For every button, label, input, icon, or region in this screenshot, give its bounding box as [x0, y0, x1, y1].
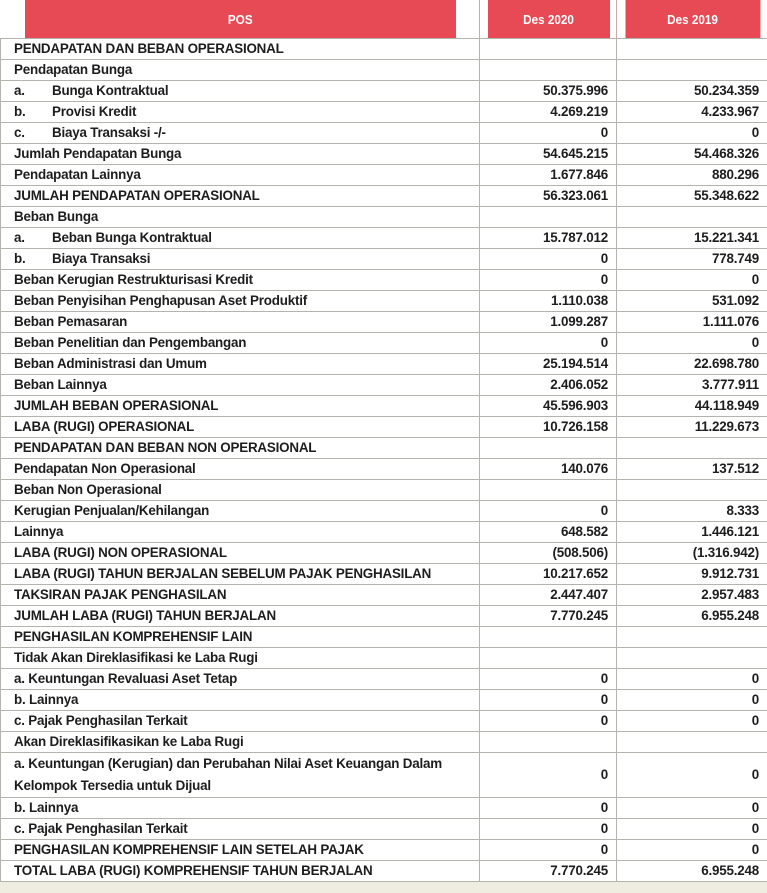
value-des-2019: 2.957.483 — [617, 585, 767, 606]
row-label: Biaya Transaksi — [52, 251, 151, 266]
row-label: b. Lainnya — [14, 692, 79, 707]
value-des-2019: 3.777.911 — [617, 375, 767, 396]
column-header-des-2019-label: Des 2019 — [666, 11, 718, 27]
row-label: TOTAL LABA (RUGI) KOMPREHENSIF TAHUN BERJALAN — [14, 863, 373, 878]
page-background-strip — [0, 882, 767, 893]
table-body — [1, 39, 767, 882]
value-des-2020: 1.099.287 — [480, 312, 617, 333]
table-row — [1, 207, 767, 228]
row-label: JUMLAH PENDAPATAN OPERASIONAL — [14, 188, 260, 203]
table-row — [1, 165, 767, 186]
value-des-2019 — [617, 627, 767, 648]
row-label-cell — [1, 165, 480, 186]
value-des-2019: 1.111.076 — [617, 312, 767, 333]
value-des-2019: 531.092 — [617, 291, 767, 312]
table-row — [1, 312, 767, 333]
row-label: TAKSIRAN PAJAK PENGHASILAN — [14, 587, 227, 602]
table-row — [1, 819, 767, 840]
table-row — [1, 501, 767, 522]
row-prefix: c. — [14, 125, 25, 140]
table-row — [1, 648, 767, 669]
value-des-2020: 10.217.652 — [480, 564, 617, 585]
value-des-2019 — [617, 438, 767, 459]
value-des-2019: 44.118.949 — [617, 396, 767, 417]
value-des-2019: 54.468.326 — [617, 144, 767, 165]
table-row — [1, 753, 767, 798]
row-prefix: a. — [14, 230, 25, 245]
row-label: c. Pajak Penghasilan Terkait — [14, 821, 188, 836]
row-label: Beban Bunga — [14, 209, 99, 224]
value-des-2020 — [480, 60, 617, 81]
value-des-2019 — [617, 732, 767, 753]
row-label: a. Keuntungan Revaluasi Aset Tetap — [14, 671, 238, 686]
table-row — [1, 585, 767, 606]
value-des-2020 — [480, 627, 617, 648]
value-des-2019: 0 — [617, 690, 767, 711]
value-des-2020: 0 — [480, 501, 617, 522]
row-label-cell — [1, 522, 480, 543]
row-label: LABA (RUGI) NON OPERASIONAL — [14, 545, 227, 560]
row-label: JUMLAH BEBAN OPERASIONAL — [14, 398, 219, 413]
row-label: Tidak Akan Direklasifikasi ke Laba Rugi — [14, 650, 258, 665]
table-row — [1, 840, 767, 861]
table-row — [1, 81, 767, 102]
value-des-2020: 0 — [480, 669, 617, 690]
row-label-cell — [1, 627, 480, 648]
value-des-2020: 2.406.052 — [480, 375, 617, 396]
row-label-cell — [1, 186, 480, 207]
row-label-cell — [1, 291, 480, 312]
value-des-2019: 0 — [617, 819, 767, 840]
value-des-2020: 25.194.514 — [480, 354, 617, 375]
table-row — [1, 60, 767, 81]
column-header-des-2020 — [486, 0, 609, 39]
value-des-2019: 6.955.248 — [617, 606, 767, 627]
value-des-2019: 880.296 — [617, 165, 767, 186]
row-label-cell — [1, 144, 480, 165]
value-des-2019 — [617, 480, 767, 501]
value-des-2019: 4.233.967 — [617, 102, 767, 123]
row-label: Beban Non Operasional — [14, 482, 162, 497]
table-row — [1, 732, 767, 753]
value-des-2020: 0 — [480, 333, 617, 354]
row-label: Biaya Transaksi -/- — [52, 125, 166, 140]
row-label-cell — [1, 501, 480, 522]
row-label-cell — [1, 81, 480, 102]
value-des-2019 — [617, 207, 767, 228]
row-label: JUMLAH LABA (RUGI) TAHUN BERJALAN — [14, 608, 276, 623]
row-label-cell — [1, 459, 480, 480]
row-label: PENGHASILAN KOMPREHENSIF LAIN SETELAH PAJAK — [14, 842, 364, 857]
value-des-2019: 22.698.780 — [617, 354, 767, 375]
row-label: Beban Bunga Kontraktual — [52, 230, 212, 245]
value-des-2020: 2.447.407 — [480, 585, 617, 606]
row-label-cell — [1, 333, 480, 354]
row-label-cell — [1, 840, 480, 861]
table-row — [1, 522, 767, 543]
row-label-cell — [1, 207, 480, 228]
value-des-2019 — [617, 648, 767, 669]
value-des-2019: 9.912.731 — [617, 564, 767, 585]
value-des-2020: 0 — [480, 249, 617, 270]
row-label-cell — [1, 585, 480, 606]
row-label-cell — [1, 669, 480, 690]
value-des-2020: 140.076 — [480, 459, 617, 480]
value-des-2020: 0 — [480, 798, 617, 819]
table-row — [1, 186, 767, 207]
row-label: Pendapatan Non Operasional — [14, 461, 196, 476]
value-des-2020: 0 — [480, 123, 617, 144]
table-row — [1, 669, 767, 690]
value-des-2020: 1.677.846 — [480, 165, 617, 186]
value-des-2019: 11.229.673 — [617, 417, 767, 438]
row-label: PENDAPATAN DAN BEBAN NON OPERASIONAL — [14, 440, 317, 455]
value-des-2019: 0 — [617, 333, 767, 354]
row-label: LABA (RUGI) OPERASIONAL — [14, 419, 195, 434]
value-des-2020 — [480, 648, 617, 669]
row-label-cell — [1, 648, 480, 669]
row-label: Beban Kerugian Restrukturisasi Kredit — [14, 272, 253, 287]
table-row — [1, 333, 767, 354]
row-prefix: b. — [14, 104, 26, 119]
value-des-2019: 0 — [617, 669, 767, 690]
row-label: Beban Lainnya — [14, 377, 107, 392]
value-des-2020 — [480, 39, 617, 60]
value-des-2019: 0 — [617, 840, 767, 861]
value-des-2020: 648.582 — [480, 522, 617, 543]
table-row — [1, 354, 767, 375]
table-row — [1, 564, 767, 585]
row-label: Lainnya — [14, 524, 64, 539]
row-label: a. Keuntungan (Kerugian) dan Perubahan Nilai Aset Keuangan Dalam Kelompok Tersedia untuk Dijual — [14, 756, 442, 793]
row-label-cell — [1, 312, 480, 333]
table-row — [1, 144, 767, 165]
row-label: PENGHASILAN KOMPREHENSIF LAIN — [14, 629, 253, 644]
value-des-2020: 1.110.038 — [480, 291, 617, 312]
table-row — [1, 228, 767, 249]
table-row — [1, 39, 767, 60]
value-des-2020: 0 — [480, 819, 617, 840]
value-des-2019: 137.512 — [617, 459, 767, 480]
row-label-cell — [1, 270, 480, 291]
row-label: Jumlah Pendapatan Bunga — [14, 146, 182, 161]
value-des-2019: 55.348.622 — [617, 186, 767, 207]
row-label-cell — [1, 354, 480, 375]
value-des-2020 — [480, 732, 617, 753]
value-des-2020: 54.645.215 — [480, 144, 617, 165]
value-des-2020: 0 — [480, 270, 617, 291]
table-row — [1, 375, 767, 396]
value-des-2020: 0 — [480, 840, 617, 861]
row-label: Beban Penyisihan Penghapusan Aset Produktif — [14, 293, 307, 308]
value-des-2019: 15.221.341 — [617, 228, 767, 249]
row-label: Pendapatan Lainnya — [14, 167, 141, 182]
value-des-2020 — [480, 207, 617, 228]
value-des-2020: 50.375.996 — [480, 81, 617, 102]
row-label: Beban Administrasi dan Umum — [14, 356, 207, 371]
value-des-2020: 10.726.158 — [480, 417, 617, 438]
row-label-cell — [1, 543, 480, 564]
row-label-cell — [1, 102, 480, 123]
table-row — [1, 690, 767, 711]
value-des-2020: 45.596.903 — [480, 396, 617, 417]
column-header-pos-label: POS — [227, 11, 253, 27]
row-label-cell — [1, 732, 480, 753]
value-des-2019: 50.234.359 — [617, 81, 767, 102]
value-des-2020: 7.770.245 — [480, 861, 617, 882]
row-label: c. Pajak Penghasilan Terkait — [14, 713, 188, 728]
row-label-cell — [1, 60, 480, 81]
value-des-2019 — [617, 60, 767, 81]
row-label: Kerugian Penjualan/Kehilangan — [14, 503, 210, 518]
table-row — [1, 291, 767, 312]
row-label: Provisi Kredit — [52, 104, 137, 119]
row-label-cell — [1, 123, 480, 144]
row-label: Pendapatan Bunga — [14, 62, 133, 77]
row-label: b. Lainnya — [14, 800, 79, 815]
value-des-2019: 1.446.121 — [617, 522, 767, 543]
table-row — [1, 438, 767, 459]
table-row — [1, 396, 767, 417]
column-header-des-2019 — [624, 0, 760, 39]
value-des-2020: 56.323.061 — [480, 186, 617, 207]
table-header — [1, 0, 767, 39]
row-label-cell — [1, 798, 480, 819]
table-row — [1, 102, 767, 123]
value-des-2020: 4.269.219 — [480, 102, 617, 123]
row-label-cell — [1, 228, 480, 249]
row-label-cell — [1, 861, 480, 882]
table-row — [1, 861, 767, 882]
value-des-2019: 6.955.248 — [617, 861, 767, 882]
row-label-cell — [1, 564, 480, 585]
value-des-2020: 15.787.012 — [480, 228, 617, 249]
value-des-2020 — [480, 480, 617, 501]
value-des-2020: 7.770.245 — [480, 606, 617, 627]
row-label-cell — [1, 753, 480, 798]
table-row — [1, 123, 767, 144]
table-row — [1, 627, 767, 648]
row-label: Beban Penelitian dan Pengembangan — [14, 335, 247, 350]
row-label-cell — [1, 606, 480, 627]
table-row — [1, 417, 767, 438]
value-des-2019: 8.333 — [617, 501, 767, 522]
table-row — [1, 459, 767, 480]
value-des-2019: (1.316.942) — [617, 543, 767, 564]
value-des-2019: 0 — [617, 753, 767, 798]
row-label-cell — [1, 438, 480, 459]
table-row — [1, 270, 767, 291]
value-des-2019: 778.749 — [617, 249, 767, 270]
column-header-des-2020-label: Des 2020 — [522, 11, 574, 27]
row-label: PENDAPATAN DAN BEBAN OPERASIONAL — [14, 41, 284, 56]
table-row — [1, 249, 767, 270]
row-label: Bunga Kontraktual — [52, 83, 169, 98]
table-row — [1, 711, 767, 732]
value-des-2019: 0 — [617, 798, 767, 819]
row-label-cell — [1, 396, 480, 417]
value-des-2020: 0 — [480, 690, 617, 711]
row-prefix: a. — [14, 83, 25, 98]
value-des-2019: 0 — [617, 711, 767, 732]
value-des-2020: 0 — [480, 753, 617, 798]
value-des-2019: 0 — [617, 123, 767, 144]
value-des-2019: 0 — [617, 270, 767, 291]
row-label-cell — [1, 480, 480, 501]
table-row — [1, 480, 767, 501]
value-des-2020 — [480, 438, 617, 459]
table-row — [1, 798, 767, 819]
row-label-cell — [1, 711, 480, 732]
row-label-cell — [1, 249, 480, 270]
row-label-cell — [1, 690, 480, 711]
value-des-2020: (508.506) — [480, 543, 617, 564]
row-label: Beban Pemasaran — [14, 314, 128, 329]
table-row — [1, 606, 767, 627]
value-des-2019 — [617, 39, 767, 60]
column-header-pos — [24, 0, 455, 39]
row-label-cell — [1, 39, 480, 60]
row-prefix: b. — [14, 251, 26, 266]
row-label-cell — [1, 375, 480, 396]
row-label-cell — [1, 417, 480, 438]
table-row — [1, 543, 767, 564]
row-label-cell — [1, 819, 480, 840]
value-des-2020: 0 — [480, 711, 617, 732]
row-label: Akan Direklasifikasikan ke Laba Rugi — [14, 734, 244, 749]
row-label: LABA (RUGI) TAHUN BERJALAN SEBELUM PAJAK PENGHASILAN — [14, 566, 432, 581]
